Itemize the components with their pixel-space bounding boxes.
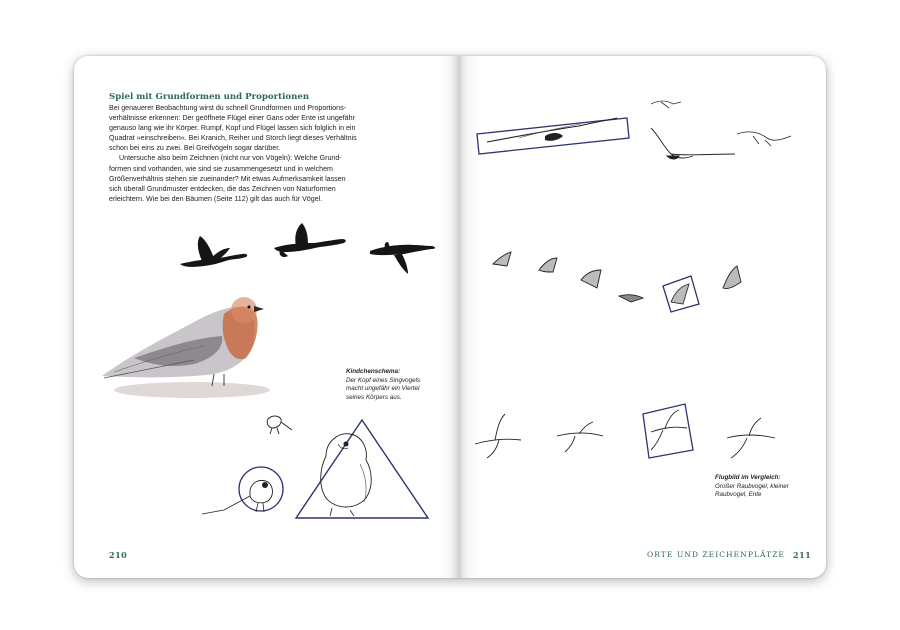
left-page	[74, 56, 459, 578]
flight-sketch-row3-2	[557, 422, 603, 452]
kindchenschema-caption	[346, 368, 426, 402]
caption-title: Kindchenschema:	[346, 368, 401, 375]
circle-frame-bird	[202, 467, 283, 514]
square-frame-raptor	[663, 276, 699, 312]
square-frame-flight	[643, 404, 693, 458]
running-head: ORTE UND ZEICHENPLÄTZE	[647, 550, 785, 559]
robin-watercolor	[102, 297, 270, 398]
goose-silhouette-1	[180, 236, 247, 267]
goose-silhouette-3	[370, 242, 435, 274]
flight-sketch-top-right	[737, 132, 791, 146]
flight-sketch-row3-4	[727, 418, 775, 458]
goose-silhouette-2	[274, 223, 346, 257]
page-number-right: 211	[793, 550, 812, 560]
book-spread	[74, 56, 826, 578]
small-bird-sketch	[267, 416, 292, 434]
square-frame-soaring-bird	[477, 118, 629, 154]
flugbild-caption	[715, 474, 795, 500]
page-number-left: 210	[109, 550, 128, 560]
triangle-frame-bird	[296, 420, 428, 518]
right-page	[459, 56, 826, 578]
caption-text: Der Kopf eines Singvogels macht ungefähr ein Viertel seines Körpers aus.	[346, 376, 421, 401]
flight-sketch-row3-1	[475, 414, 521, 458]
paragraph-2: Untersuche also beim Zeichnen (nicht nur von Vögeln): Welche Grund-formen sind vorhanden, wie sind sie zusammengesetzt und in welchem Größenverhältnis stehen sie zueinander? Mit etwas Aufmerksamkeit lassen sich überall Grundmuster entdecken, die das Zeichnen von Naturformen erleichtern. Wie bei den Bäumen (Seite 112) gilt das auch für Vögel.	[109, 154, 346, 203]
paragraph-1: Bei genauerer Beobachtung wirst du schnell Grundformen und Proportions-verhältnisse erkennen: Der geöffnete Flügel einer Gans oder Ente ist ungefähr genauso lang wie ihr Körper. Rumpf, Kopf und Flügel lassen sich folglich in ein Quadrat »einschreiben«. Bei Kranich, Reiher und Storch liegt dieses Verhältnis schon bei eins zu zwei. Bei Greifvögeln sogar darüber.	[109, 104, 357, 153]
flight-sketch-top-gull	[651, 128, 735, 159]
caption-title-right: Flugbild im Vergleich:	[715, 474, 781, 481]
flight-sketch-row2-right	[723, 266, 741, 289]
flight-sketch-top-small	[651, 101, 681, 108]
caption-text-right: Großer Raubvogel, kleiner Raubvogel, Ente	[715, 482, 789, 499]
left-page-illustrations	[74, 56, 459, 578]
flight-sketch-row2	[493, 252, 643, 302]
section-heading: Spiel mit Grundformen und Proportionen	[109, 92, 310, 102]
